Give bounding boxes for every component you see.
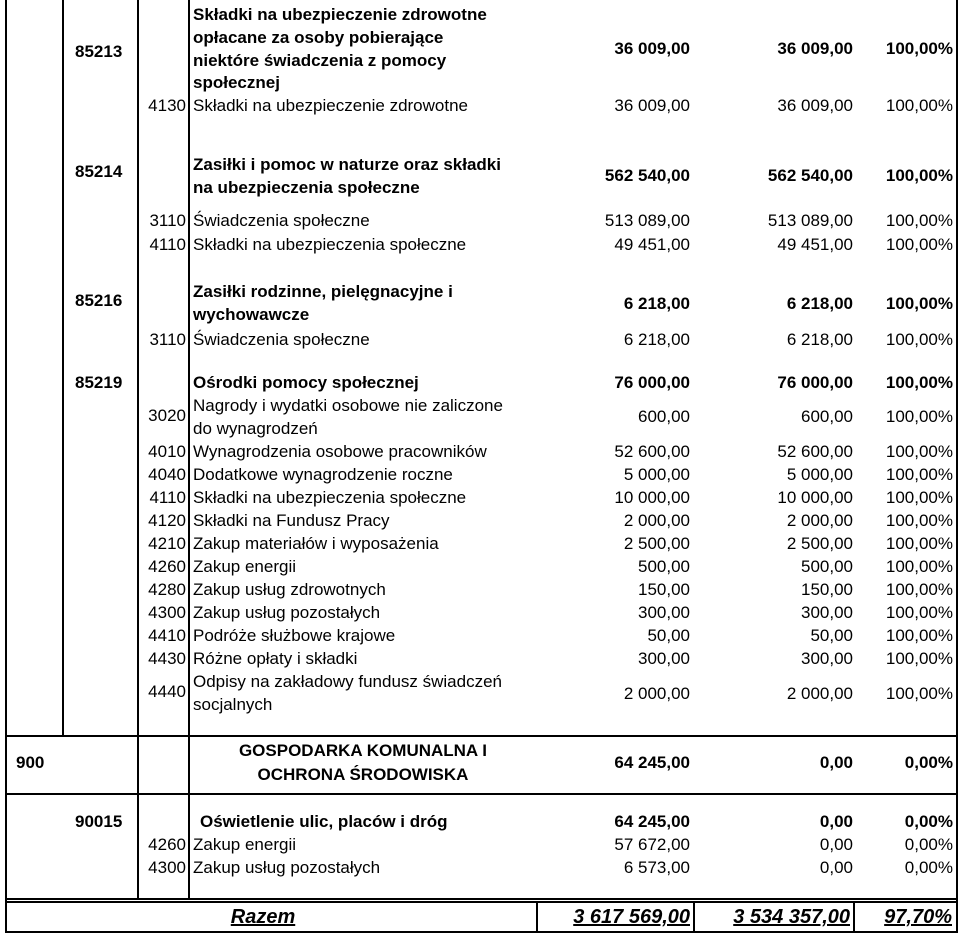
item-plan: 2 500,00 — [623, 534, 690, 553]
section-title-line: niektóre świadczenia z pomocy — [193, 51, 447, 70]
item-pct: 100,00% — [885, 407, 953, 426]
item-label: Różne opłaty i składki — [193, 649, 358, 668]
section-code-85219: 85219 — [75, 373, 123, 392]
grid-line — [5, 931, 958, 933]
item-code: 4440 — [148, 682, 186, 701]
item-code: 4280 — [148, 580, 186, 599]
item-label: Świadczenia społeczne — [193, 211, 370, 230]
item-exec: 2 000,00 — [786, 511, 853, 530]
item-pct: 100,00% — [885, 603, 953, 622]
item-pct: 100,00% — [885, 235, 953, 254]
item-plan: 2 000,00 — [623, 511, 690, 530]
item-exec: 10 000,00 — [777, 488, 853, 507]
item-exec: 500,00 — [801, 557, 853, 576]
item-exec: 150,00 — [801, 580, 853, 599]
item-plan: 600,00 — [638, 407, 690, 426]
item-pct: 100,00% — [885, 330, 953, 349]
item-plan: 57 672,00 — [614, 835, 690, 854]
grid-line — [853, 901, 855, 933]
item-pct: 100,00% — [885, 649, 953, 668]
total-label: Razem — [230, 906, 296, 928]
section-title: Ośrodki pomocy społecznej — [193, 373, 419, 392]
item-exec: 513 089,00 — [767, 211, 853, 230]
section-pct: 100,00% — [885, 294, 953, 313]
total-plan: 3 617 569,00 — [573, 906, 690, 928]
division-code-900: 900 — [16, 753, 45, 772]
item-exec: 0,00 — [819, 858, 853, 877]
grid-line — [62, 0, 64, 735]
item-label: Zakup materiałów i wyposażenia — [193, 534, 439, 553]
item-pct: 0,00% — [904, 858, 953, 877]
section-exec: 562 540,00 — [767, 166, 853, 185]
item-code: 4410 — [148, 626, 186, 645]
item-pct: 100,00% — [885, 442, 953, 461]
item-label: Zakup energii — [193, 835, 297, 854]
division-exec: 0,00 — [819, 753, 853, 772]
item-label-line: do wynagrodzeń — [193, 419, 318, 438]
item-exec: 5 000,00 — [786, 465, 853, 484]
item-label: Zakup energii — [193, 557, 297, 576]
section-code-85213: 85213 — [75, 42, 123, 61]
division-plan: 64 245,00 — [614, 753, 690, 772]
item-label: Składki na ubezpieczenia społeczne — [193, 488, 467, 507]
section-code-85214: 85214 — [75, 162, 123, 181]
section-title-line: wychowawcze — [193, 305, 310, 324]
section-plan: 562 540,00 — [604, 166, 690, 185]
item-exec: 49 451,00 — [777, 235, 853, 254]
item-pct: 100,00% — [885, 211, 953, 230]
item-label: Składki na Fundusz Pracy — [193, 511, 390, 530]
section-title-line: Zasiłki rodzinne, pielęgnacyjne i — [193, 282, 453, 301]
item-pct: 100,00% — [885, 465, 953, 484]
section-plan: 76 000,00 — [614, 373, 690, 392]
item-code: 4040 — [148, 465, 186, 484]
section-code-90015: 90015 — [75, 812, 123, 831]
total-pct: 97,70% — [884, 906, 952, 928]
item-plan: 10 000,00 — [614, 488, 690, 507]
section-title-line: Zasiłki i pomoc w naturze oraz składki — [193, 155, 501, 174]
item-code: 4260 — [148, 557, 186, 576]
item-pct: 0,00% — [904, 835, 953, 854]
item-label-line: Nagrody i wydatki osobowe nie zaliczone — [193, 396, 503, 415]
item-pct: 100,00% — [885, 488, 953, 507]
item-label: Wynagrodzenia osobowe pracowników — [193, 442, 487, 461]
item-pct: 100,00% — [885, 96, 953, 115]
section-exec: 6 218,00 — [786, 294, 853, 313]
item-code: 3110 — [149, 330, 186, 349]
item-plan: 6 573,00 — [623, 858, 690, 877]
section-plan: 64 245,00 — [614, 812, 690, 831]
section-exec: 0,00 — [819, 812, 853, 831]
item-plan: 513 089,00 — [604, 211, 690, 230]
item-plan: 52 600,00 — [614, 442, 690, 461]
item-exec: 52 600,00 — [777, 442, 853, 461]
section-exec: 36 009,00 — [777, 39, 853, 58]
item-pct: 100,00% — [885, 684, 953, 703]
section-title: Oświetlenie ulic, placów i dróg — [200, 812, 448, 831]
grid-line — [693, 901, 695, 933]
section-plan: 36 009,00 — [614, 39, 690, 58]
section-title-line: na ubezpieczenia społeczne — [193, 178, 420, 197]
item-pct: 100,00% — [885, 511, 953, 530]
item-code: 4110 — [149, 488, 186, 507]
item-code: 4130 — [148, 96, 186, 115]
grid-line — [5, 793, 958, 795]
item-label-line: socjalnych — [193, 695, 273, 714]
item-exec: 300,00 — [801, 603, 853, 622]
item-code: 4300 — [148, 603, 186, 622]
item-plan: 500,00 — [638, 557, 690, 576]
item-plan: 300,00 — [638, 649, 690, 668]
item-plan: 2 000,00 — [623, 684, 690, 703]
section-pct: 100,00% — [885, 373, 953, 392]
item-code: 4120 — [148, 511, 186, 530]
item-code: 4260 — [148, 835, 186, 854]
item-label: Zakup usług pozostałych — [193, 858, 381, 877]
item-exec: 6 218,00 — [786, 330, 853, 349]
division-pct: 0,00% — [904, 753, 953, 772]
item-exec: 0,00 — [819, 835, 853, 854]
item-plan: 300,00 — [638, 603, 690, 622]
grid-line — [5, 901, 958, 903]
section-pct: 100,00% — [885, 166, 953, 185]
item-label: Składki na ubezpieczenie zdrowotne — [193, 96, 469, 115]
grid-line — [5, 735, 958, 737]
item-code: 4210 — [148, 534, 186, 553]
item-code: 4430 — [148, 649, 186, 668]
item-pct: 100,00% — [885, 557, 953, 576]
grid-line — [188, 0, 190, 898]
section-plan: 6 218,00 — [623, 294, 690, 313]
item-label: Podróże służbowe krajowe — [193, 626, 396, 645]
section-title-line: Składki na ubezpieczenie zdrowotne — [193, 5, 487, 24]
item-label-line: Odpisy na zakładowy fundusz świadczeń — [193, 672, 502, 691]
item-code: 4010 — [148, 442, 186, 461]
grid-line — [5, 898, 958, 900]
item-exec: 2 500,00 — [786, 534, 853, 553]
item-pct: 100,00% — [885, 534, 953, 553]
item-code: 3020 — [148, 406, 186, 425]
item-label: Zakup usług zdrowotnych — [193, 580, 386, 599]
section-pct: 100,00% — [885, 39, 953, 58]
item-exec: 2 000,00 — [786, 684, 853, 703]
section-exec: 76 000,00 — [777, 373, 853, 392]
item-exec: 36 009,00 — [777, 96, 853, 115]
item-code: 4300 — [148, 858, 186, 877]
item-plan: 150,00 — [638, 580, 690, 599]
item-code: 4110 — [149, 235, 186, 254]
item-label: Zakup usług pozostałych — [193, 603, 381, 622]
division-title-line: GOSPODARKA KOMUNALNA I — [238, 741, 488, 760]
item-plan: 6 218,00 — [623, 330, 690, 349]
division-title-line: OCHRONA ŚRODOWISKA — [257, 765, 469, 784]
grid-line — [536, 901, 538, 933]
item-exec: 300,00 — [801, 649, 853, 668]
section-code-85216: 85216 — [75, 291, 123, 310]
total-exec: 3 534 357,00 — [733, 906, 850, 928]
item-label: Dodatkowe wynagrodzenie roczne — [193, 465, 453, 484]
item-code: 3110 — [149, 211, 186, 230]
section-title-line: społecznej — [193, 73, 280, 92]
item-label: Świadczenia społeczne — [193, 330, 370, 349]
item-plan: 5 000,00 — [623, 465, 690, 484]
section-pct: 0,00% — [904, 812, 953, 831]
section-title-line: opłacane za osoby pobierające — [193, 28, 444, 47]
item-plan: 49 451,00 — [614, 235, 690, 254]
item-exec: 50,00 — [810, 626, 853, 645]
item-plan: 36 009,00 — [614, 96, 690, 115]
item-exec: 600,00 — [801, 407, 853, 426]
item-plan: 50,00 — [647, 626, 690, 645]
item-label: Składki na ubezpieczenia społeczne — [193, 235, 467, 254]
item-pct: 100,00% — [885, 580, 953, 599]
item-pct: 100,00% — [885, 626, 953, 645]
